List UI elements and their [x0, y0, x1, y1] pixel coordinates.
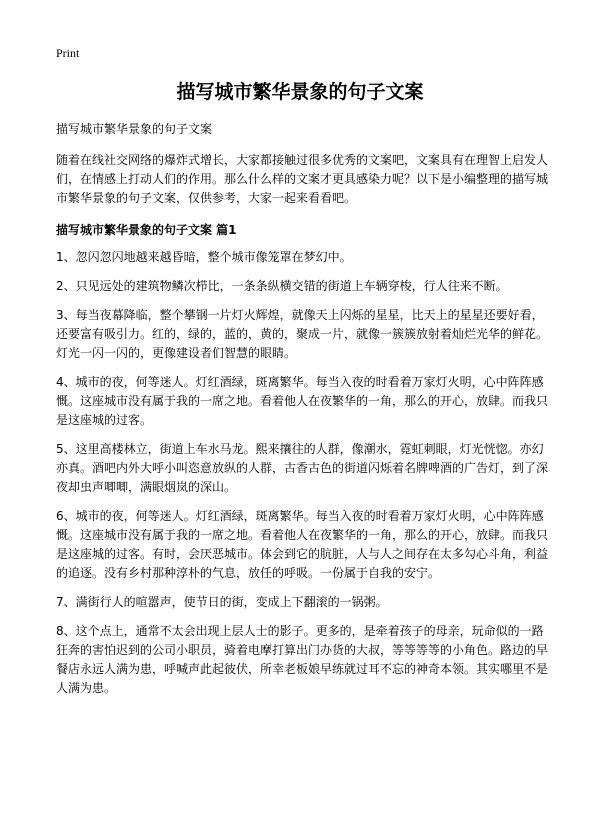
list-item: 7、满街行人的喧嚣声，使节日的街，变成上下翻滚的一锅粥。 — [56, 595, 388, 609]
list-item: 4、城市的夜，何等迷人。灯红酒绿，斑离繁华。每当入夜的时看着万家灯火明，心中阵阵感慨。这座城市没有属于我的一席之地。看着他人在夜繁华的一角，那么的开心，放肆。而我只是这座城的过客。 — [56, 375, 549, 427]
list-item: 8、这个点上，通常不太会出现上层人士的影子。更多的，是牵着孩子的母亲，玩命似的一路狂奔的害怕迟到的公司小职员，骑着电摩打算出门办货的大叔，等等等等的小角色。路边的早餐店永远人满为患，呼喊声此起彼伏，所幸老板娘早练就过耳不忘的神奇本领。其实哪里不是人满为患。 — [56, 624, 549, 695]
list-item: 6、城市的夜，何等迷人。灯红酒绿，斑离繁华。每当入夜的时看着万家灯火明，心中阵阵感慨。这座城市没有属于我的一席之地。看着他人在夜繁华的一角，那么的开心，放肆。而我只是这座城的过客。有时，会厌恶城市。体会到它的肮脏，人与人之间存在太多勾心斗角，利益的追逐。没有乡村那种淳朴的气息，放任的呼吸。一份属于自我的安宁。 — [56, 509, 549, 580]
document-body — [56, 120, 550, 698]
document-title: 描写城市繁华景象的句子文案 — [176, 81, 424, 103]
list-item: 5、这里高楼林立，街道上车水马龙。熙来攘往的人群，像潮水，霓虹刺眼，灯光恍惚。亦幻亦真。酒吧内外大呼小叫恣意放纵的人群，古香古色的街道闪烁着名牌啤酒的广告灯，到了深夜却虫声唧唧，满眼烟岚的深山。 — [56, 442, 549, 494]
section-heading: 描写城市繁华景象的句子文案 篇1 — [56, 223, 237, 237]
document-subtitle: 描写城市繁华景象的句子文案 — [56, 122, 213, 136]
list-item: 2、只见远处的建筑物鳞次栉比，一条条纵横交错的街道上车辆穿梭，行人往来不断。 — [56, 279, 508, 293]
print-label: Print — [56, 46, 80, 60]
list-item: 3、每当夜幕降临，整个攀钢一片灯火辉煌，就像天上闪烁的星星，比天上的星星还要好看，还要富有吸引力。红的，绿的，蓝的，黄的，聚成一片，就像一簇簇放射着灿烂光华的鲜花。灯光一闪一闪的，更像建设者们智慧的眼睛。 — [56, 308, 549, 360]
list-item: 1、忽闪忽闪地越来越昏暗，整个城市像笼罩在梦幻中。 — [56, 250, 352, 264]
intro-paragraph: 随着在线社交网络的爆炸式增长，大家都接触过很多优秀的文案吧，文案具有在理智上启发人们，在情感上打动人们的作用。那么什么样的文案才更具感染力呢？以下是小编整理的描写城市繁华景象的句子文案，仅供参考，大家一起来看看吧。 — [56, 153, 549, 205]
